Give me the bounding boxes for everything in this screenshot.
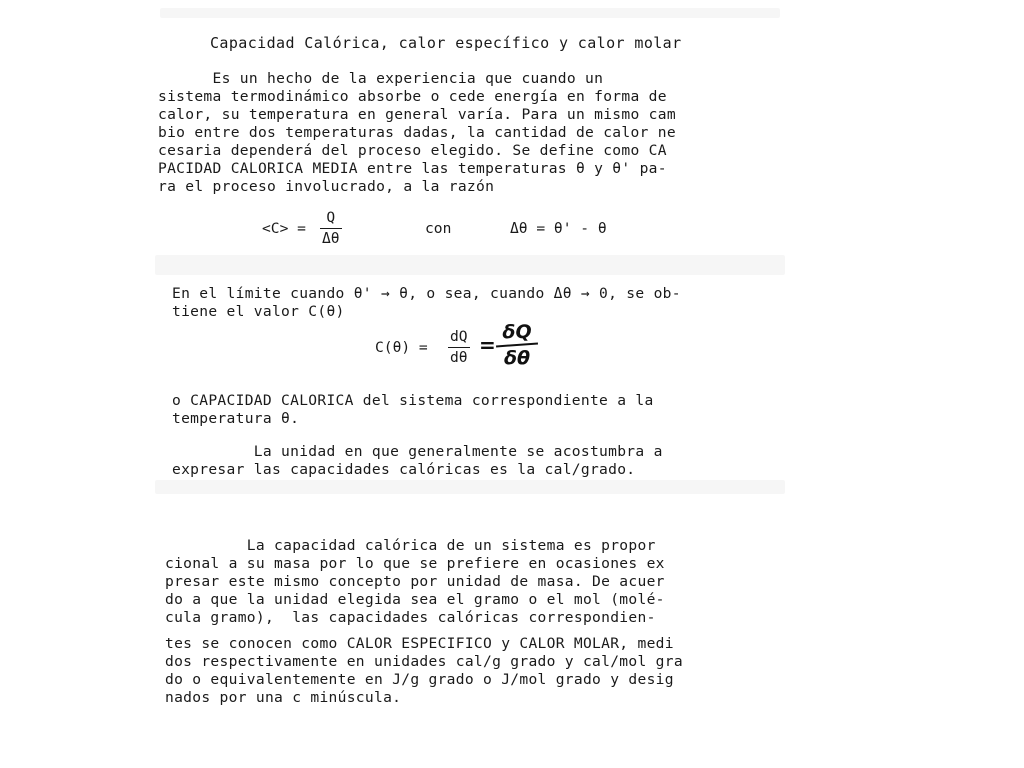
equation-1-denominator: Δθ [322,230,340,247]
equation-1-con: con [425,220,452,237]
scan-artifact [155,480,785,494]
paragraph-3-line: temperatura θ. [172,410,300,427]
paragraph-2-line: tiene el valor C(θ) [172,303,345,320]
paragraph-4-line: La unidad en que generalmente se acostumbra a [172,443,663,460]
paragraph-2-line: En el límite cuando θ' → θ, o sea, cuando Δθ → 0, se ob- [172,285,681,302]
handwritten-denominator: δθ [503,347,531,369]
paragraph-5-line: cional a su masa por lo que se prefiere en ocasiones ex [165,555,665,572]
paragraph-1-line: Es un hecho de la experiencia que cuando un [158,70,604,87]
paragraph-5-line: nados por una c minúscula. [165,689,402,706]
page-title: Capacidad Calórica, calor específico y calor molar [210,34,682,52]
handwritten-numerator: δQ [502,321,532,343]
paragraph-1-line: PACIDAD CALORICA MEDIA entre las temperaturas θ y θ' pa- [158,160,667,177]
paragraph-1-line: ra el proceso involucrado, a la razón [158,178,495,195]
paragraph-5-line: La capacidad calórica de un sistema es propor [165,537,656,554]
paragraph-1-line: cesaria dependerá del proceso elegido. Se define como CA [158,142,667,159]
equation-1-rhs: Δθ = θ' - θ [510,220,607,237]
paragraph-5-line: dos respectivamente en unidades cal/g grado y cal/mol gra [165,653,683,670]
paragraph-5-line: tes se conocen como CALOR ESPECIFICO y CALOR MOLAR, medi [165,635,674,652]
equation-2-numerator: dQ [450,328,468,345]
paragraph-1-line: calor, su temperatura en general varía. Para un mismo cam [158,106,676,123]
equation-1-numerator: Q [326,209,336,226]
handwritten-equals: = [479,333,496,357]
equation-2-denominator: dθ [450,349,468,366]
paragraph-5-line: cula gramo), las capacidades calóricas correspondien- [165,609,656,626]
fraction-bar [320,228,342,229]
scan-artifact [160,8,780,18]
equation-1-lhs: <C> = [262,220,306,237]
paragraph-1-line: sistema termodinámico absorbe o cede energía en forma de [158,88,667,105]
paragraph-5-line: presar este mismo concepto por unidad de masa. De acuer [165,573,665,590]
paragraph-5-line: do o equivalentemente en J/g grado o J/mol grado y desig [165,671,674,688]
paragraph-1-line: bio entre dos temperaturas dadas, la cantidad de calor ne [158,124,676,141]
equation-2-fraction [448,328,470,367]
paragraph-4-line: expresar las capacidades calóricas es la cal/grado. [172,461,636,478]
scan-artifact [155,255,785,275]
paragraph-3-line: o CAPACIDAD CALORICA del sistema correspondiente a la [172,392,654,409]
equation-2-lhs: C(θ) = [375,339,428,356]
fraction-bar [448,347,470,348]
paragraph-5-line: do a que la unidad elegida sea el gramo o el mol (molé- [165,591,665,608]
equation-1-fraction [320,209,342,248]
handwritten-fraction [496,322,538,368]
